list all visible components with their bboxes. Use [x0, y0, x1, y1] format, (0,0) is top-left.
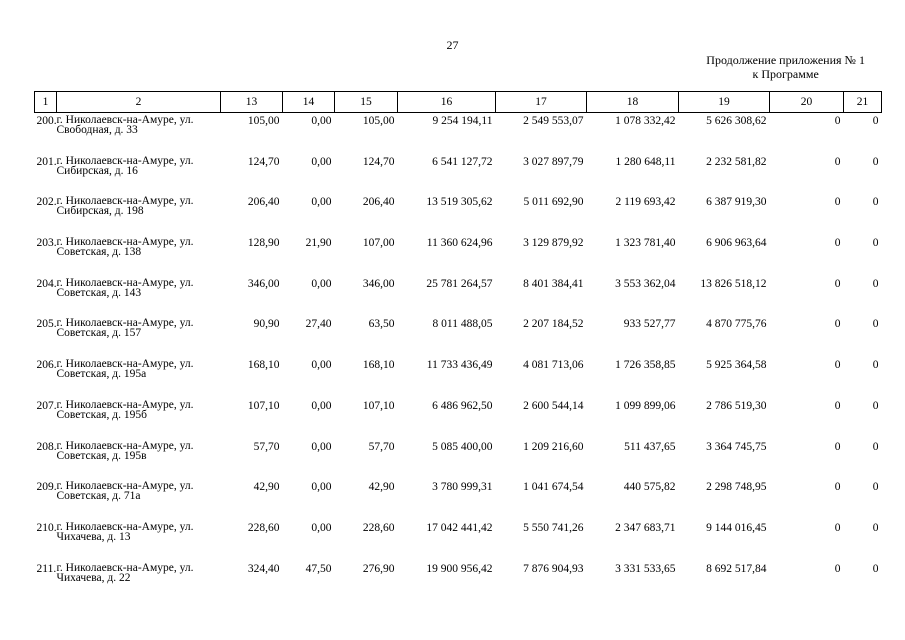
value-cell: 0,00	[311, 277, 332, 290]
value-cell: 11 733 436,49	[426, 359, 493, 372]
value-cell: 0	[872, 318, 879, 331]
value-cell: 0,00	[311, 115, 332, 127]
value-cell: 0	[872, 481, 879, 494]
value-cell: 2 549 553,07	[523, 115, 584, 127]
value-cell: 5 011 692,90	[523, 196, 584, 209]
value-cell: 206,40	[362, 196, 395, 209]
value-cell: 1 041 674,54	[523, 481, 584, 494]
value-cell: 0	[834, 155, 841, 168]
header-cell: 2	[57, 92, 221, 113]
address-cell: г. Николаевск-на-Амуре, ул. Чихачева, д. 13	[56, 520, 194, 543]
continuation-note	[706, 53, 865, 81]
value-cell: 0	[834, 562, 841, 575]
value-cell: 0	[872, 562, 879, 575]
value-cell: 0,00	[311, 521, 332, 534]
value-cell: 57,70	[368, 440, 395, 453]
value-cell: 128,90	[247, 237, 280, 250]
value-cell: 8 692 517,84	[706, 562, 767, 575]
value-cell: 4 081 713,06	[523, 359, 584, 372]
table-row	[35, 316, 882, 357]
value-cell: 3 780 999,31	[432, 481, 493, 494]
value-cell: 13 826 518,12	[700, 277, 767, 290]
value-cell: 1 078 332,42	[615, 115, 676, 127]
table-row	[35, 194, 882, 235]
header-cell: 19	[679, 92, 770, 113]
row-number: 200.	[36, 115, 57, 127]
row-number: 210.	[36, 521, 57, 534]
value-cell: 8 401 384,41	[523, 277, 584, 290]
value-cell: 0	[872, 399, 879, 412]
table-row	[35, 479, 882, 520]
header-cell: 16	[398, 92, 496, 113]
header-cell: 13	[221, 92, 283, 113]
value-cell: 124,70	[362, 155, 395, 168]
value-cell: 346,00	[362, 277, 395, 290]
value-cell: 1 323 781,40	[615, 237, 676, 250]
value-cell: 0	[872, 155, 879, 168]
value-cell: 3 027 897,79	[523, 155, 584, 168]
address-cell: г. Николаевск-на-Амуре, ул. Чихачева, д. 22	[56, 561, 194, 584]
value-cell: 17 042 441,42	[426, 521, 493, 534]
row-number: 204.	[36, 277, 57, 290]
value-cell: 2 232 581,82	[706, 155, 767, 168]
value-cell: 0,00	[311, 359, 332, 372]
row-number: 202.	[36, 196, 57, 209]
value-cell: 0	[872, 196, 879, 209]
row-number: 208.	[36, 440, 57, 453]
value-cell: 5 085 400,00	[432, 440, 493, 453]
value-cell: 0	[834, 440, 841, 453]
continuation-line-1: Продолжение приложения № 1	[706, 53, 865, 67]
value-cell: 2 347 683,71	[615, 521, 676, 534]
value-cell: 2 786 519,30	[706, 399, 767, 412]
value-cell: 228,60	[247, 521, 280, 534]
value-cell: 228,60	[362, 521, 395, 534]
value-cell: 47,50	[305, 562, 332, 575]
value-cell: 6 906 963,64	[706, 237, 767, 250]
header-cell: 15	[335, 92, 398, 113]
header-cell: 14	[283, 92, 335, 113]
value-cell: 63,50	[368, 318, 395, 331]
value-cell: 0	[872, 237, 879, 250]
value-cell: 1 099 899,06	[615, 399, 676, 412]
value-cell: 105,00	[247, 115, 280, 127]
value-cell: 107,00	[362, 237, 395, 250]
table-row	[35, 398, 882, 439]
value-cell: 19 900 956,42	[426, 562, 493, 575]
value-cell: 0	[834, 481, 841, 494]
header-cell: 21	[844, 92, 882, 113]
value-cell: 11 360 624,96	[426, 237, 493, 250]
header-cell: 1	[35, 92, 57, 113]
value-cell: 27,40	[305, 318, 332, 331]
value-cell: 0,00	[311, 196, 332, 209]
table-row	[35, 113, 882, 154]
value-cell: 5 550 741,26	[523, 521, 584, 534]
value-cell: 9 254 194,11	[432, 115, 493, 127]
value-cell: 13 519 305,62	[426, 196, 493, 209]
value-cell: 2 119 693,42	[615, 196, 676, 209]
value-cell: 57,70	[253, 440, 280, 453]
value-cell: 206,40	[247, 196, 280, 209]
value-cell: 933 527,77	[623, 318, 676, 331]
address-cell: г. Николаевск-на-Амуре, ул. Сибирская, д. 16	[56, 154, 194, 177]
value-cell: 6 541 127,72	[432, 155, 493, 168]
header-cell: 20	[770, 92, 844, 113]
address-cell: г. Николаевск-на-Амуре, ул. Советская, д. 143	[56, 276, 194, 299]
value-cell: 0,00	[311, 155, 332, 168]
value-cell: 0	[872, 440, 879, 453]
value-cell: 7 876 904,93	[523, 562, 584, 575]
value-cell: 21,90	[305, 237, 332, 250]
address-cell: г. Николаевск-на-Амуре, ул. Советская, д. 195в	[56, 439, 194, 462]
value-cell: 0,00	[311, 481, 332, 494]
value-cell: 5 925 364,58	[706, 359, 767, 372]
value-cell: 0	[834, 318, 841, 331]
table-row	[35, 561, 882, 602]
value-cell: 346,00	[247, 277, 280, 290]
header-cell: 18	[587, 92, 679, 113]
value-cell: 105,00	[362, 115, 395, 127]
value-cell: 0	[872, 359, 879, 372]
value-cell: 0	[872, 277, 879, 290]
address-cell: г. Николаевск-на-Амуре, ул. Советская, д. 138	[56, 236, 194, 259]
value-cell: 0,00	[311, 440, 332, 453]
table-row	[35, 357, 882, 398]
value-cell: 1 209 216,60	[523, 440, 584, 453]
table-row	[35, 235, 882, 276]
value-cell: 0	[834, 399, 841, 412]
value-cell: 3 331 533,65	[615, 562, 676, 575]
value-cell: 168,10	[247, 359, 280, 372]
value-cell: 6 486 962,50	[432, 399, 493, 412]
row-number: 201.	[36, 155, 57, 168]
value-cell: 440 575,82	[623, 481, 676, 494]
row-number: 207.	[36, 399, 57, 412]
value-cell: 5 626 308,62	[706, 115, 767, 127]
value-cell: 2 600 544,14	[523, 399, 584, 412]
row-number: 205.	[36, 318, 57, 331]
value-cell: 276,90	[362, 562, 395, 575]
value-cell: 42,90	[253, 481, 280, 494]
value-cell: 168,10	[362, 359, 395, 372]
value-cell: 107,10	[362, 399, 395, 412]
address-cell: г. Николаевск-на-Амуре, ул. Советская, д. 195б	[56, 398, 194, 421]
value-cell: 9 144 016,45	[706, 521, 767, 534]
table-row	[35, 154, 882, 195]
value-cell: 107,10	[247, 399, 280, 412]
address-cell: г. Николаевск-на-Амуре, ул. Сибирская, д. 198	[56, 195, 194, 218]
header-cell: 17	[496, 92, 587, 113]
value-cell: 0	[872, 115, 879, 127]
row-number: 206.	[36, 359, 57, 372]
continuation-line-2: к Программе	[752, 67, 819, 81]
address-cell: г. Николаевск-на-Амуре, ул. Советская, д. 71а	[56, 480, 194, 503]
value-cell: 1 726 358,85	[615, 359, 676, 372]
table-row	[35, 520, 882, 561]
header-row	[35, 92, 882, 113]
value-cell: 0	[834, 115, 841, 127]
address-cell: г. Николаевск-на-Амуре, ул. Свободная, д. 33	[56, 114, 194, 136]
value-cell: 1 280 648,11	[615, 155, 676, 168]
value-cell: 42,90	[368, 481, 395, 494]
value-cell: 2 298 748,95	[706, 481, 767, 494]
value-cell: 3 364 745,75	[706, 440, 767, 453]
value-cell: 4 870 775,76	[706, 318, 767, 331]
value-cell: 0	[834, 359, 841, 372]
table-row	[35, 276, 882, 317]
row-number: 211.	[36, 562, 57, 575]
value-cell: 2 207 184,52	[523, 318, 584, 331]
page-number: 27	[446, 38, 459, 52]
row-number: 203.	[36, 237, 57, 250]
value-cell: 0	[834, 277, 841, 290]
value-cell: 0	[872, 521, 879, 534]
value-cell: 0,00	[311, 399, 332, 412]
value-cell: 90,90	[253, 318, 280, 331]
address-cell: г. Николаевск-на-Амуре, ул. Советская, д. 195а	[56, 358, 194, 381]
table-row	[35, 439, 882, 480]
value-cell: 124,70	[247, 155, 280, 168]
value-cell: 0	[834, 521, 841, 534]
value-cell: 8 011 488,05	[432, 318, 493, 331]
value-cell: 25 781 264,57	[426, 277, 493, 290]
data-table	[34, 91, 882, 601]
value-cell: 0	[834, 237, 841, 250]
value-cell: 6 387 919,30	[706, 196, 767, 209]
row-number: 209.	[36, 481, 57, 494]
address-cell: г. Николаевск-на-Амуре, ул. Советская, д. 157	[56, 317, 194, 340]
value-cell: 3 553 362,04	[615, 277, 676, 290]
value-cell: 324,40	[247, 562, 280, 575]
value-cell: 511 437,65	[624, 440, 676, 453]
value-cell: 0	[834, 196, 841, 209]
value-cell: 3 129 879,92	[523, 237, 584, 250]
